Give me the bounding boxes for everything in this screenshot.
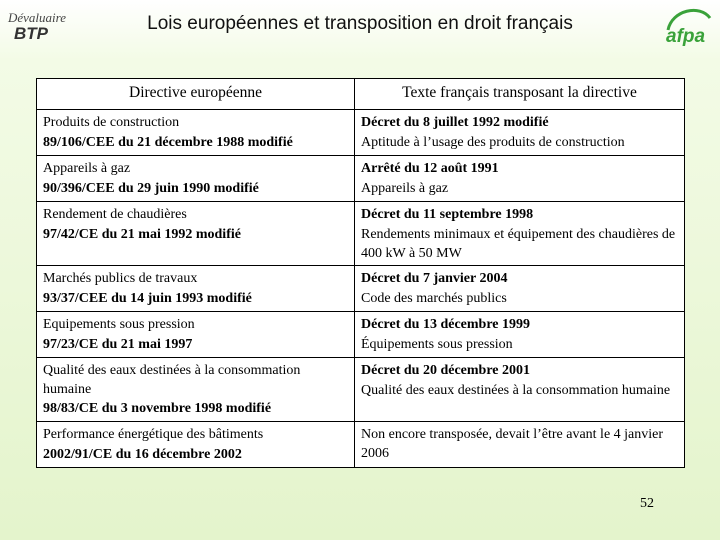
logo-afpa-text: afpa — [666, 26, 706, 47]
directive-cell — [37, 156, 355, 202]
table-header-row — [37, 79, 685, 110]
table-row — [37, 202, 685, 266]
directive-ref: 97/42/CE du 21 mai 1992 modifié — [43, 227, 241, 242]
text-desc: Équipements sous pression — [361, 337, 513, 352]
french-text-cell — [355, 266, 685, 312]
table-row — [37, 266, 685, 312]
directive-ref: 89/106/CEE du 21 décembre 1988 modifié — [43, 135, 293, 150]
directive-cell — [37, 202, 355, 266]
text-ref: Décret du 11 septembre 1998 — [361, 207, 534, 222]
column-header-french-text: Texte français transposant la directive — [355, 79, 685, 110]
directive-title: Equipements sous pression — [43, 317, 195, 332]
directive-ref: 90/396/CEE du 29 juin 1990 modifié — [43, 181, 259, 196]
directive-cell — [37, 312, 355, 358]
afpa-logo-icon — [662, 4, 714, 48]
text-desc: Qualité des eaux destinées à la consommation humaine — [361, 383, 671, 398]
table-row — [37, 358, 685, 422]
french-text-cell — [355, 422, 685, 468]
directive-ref: 98/83/CE du 3 novembre 1998 modifié — [43, 401, 272, 416]
directive-title: Rendement de chaudières — [43, 207, 187, 222]
table-row — [37, 110, 685, 156]
text-ref: Décret du 8 juillet 1992 modifié — [361, 115, 549, 130]
directive-ref: 2002/91/CE du 16 décembre 2002 — [43, 447, 242, 462]
french-text-cell — [355, 202, 685, 266]
table-row — [37, 156, 685, 202]
directive-cell — [37, 110, 355, 156]
text-ref: Décret du 13 décembre 1999 — [361, 317, 530, 332]
page-title: Lois européennes et transposition en droit français — [147, 13, 573, 34]
french-text-cell — [355, 312, 685, 358]
text-ref: Décret du 20 décembre 2001 — [361, 363, 530, 378]
column-header-directive: Directive européenne — [37, 79, 355, 110]
french-text-cell — [355, 358, 685, 422]
directive-title: Performance énergétique des bâtiments — [43, 427, 264, 442]
text-desc: Code des marchés publics — [361, 291, 507, 306]
directive-title: Produits de construction — [43, 115, 180, 130]
logo-afpa — [662, 4, 714, 48]
logo-left-line1: Dévaluaire — [8, 10, 66, 25]
directive-cell — [37, 358, 355, 422]
directive-cell — [37, 422, 355, 468]
header — [0, 0, 720, 60]
directive-ref: 97/23/CE du 21 mai 1997 — [43, 337, 193, 352]
text-desc: Appareils à gaz — [361, 181, 449, 196]
directive-cell — [37, 266, 355, 312]
french-text-cell — [355, 110, 685, 156]
directive-title: Marchés publics de travaux — [43, 271, 198, 286]
table-row — [37, 312, 685, 358]
transposition-table — [36, 78, 685, 468]
french-text-cell — [355, 156, 685, 202]
table-row — [37, 422, 685, 468]
logo-left-line2: BTP — [14, 24, 48, 43]
text-ref: Arrêté du 12 août 1991 — [361, 161, 499, 176]
text-desc: Aptitude à l’usage des produits de construction — [361, 135, 625, 150]
text-note: Non encore transposée, devait l’être avant le 4 janvier 2006 — [361, 427, 664, 461]
page-number: 52 — [640, 496, 654, 511]
directive-ref: 93/37/CEE du 14 juin 1993 modifié — [43, 291, 252, 306]
text-ref: Décret du 7 janvier 2004 — [361, 271, 508, 286]
text-desc: Rendements minimaux et équipement des chaudières de 400 kW à 50 MW — [361, 227, 676, 261]
directive-title: Qualité des eaux destinées à la consommation humaine — [43, 363, 301, 397]
directive-title: Appareils à gaz — [43, 161, 131, 176]
